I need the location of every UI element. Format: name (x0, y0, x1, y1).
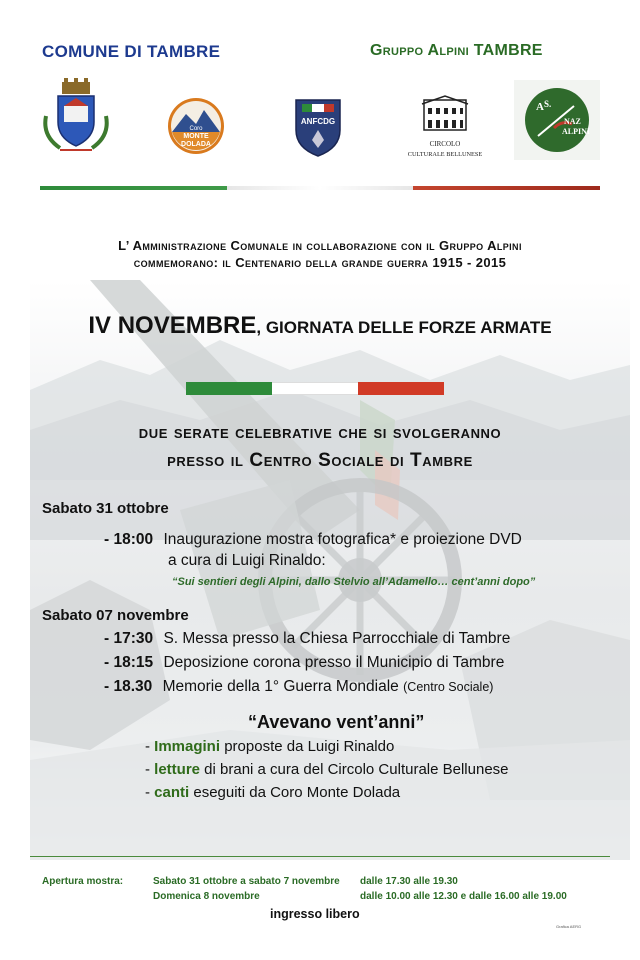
day1-text: Inaugurazione mostra fotografica* e proiezione DVD (163, 531, 522, 548)
associazione-nazionale-alpini-logo (514, 80, 600, 160)
day1-text-2: a cura di Luigi Rinaldo: (168, 552, 326, 569)
svg-text:CULTURALE BELLUNESE: CULTURALE BELLUNESE (407, 151, 483, 158)
tambre-coat-of-arms-logo (40, 76, 112, 156)
alpini-group-title: Gruppo Alpini TAMBRE (370, 42, 543, 59)
day1-event (104, 531, 522, 549)
subtitle-line-2: presso il Centro Sociale di Tambre (167, 450, 473, 471)
svg-text:A: A (536, 101, 544, 113)
exhibition-days-1: Sabato 31 ottobre a sabato 7 novembre (153, 876, 340, 887)
avevano-bullet: - letture di brani a cura del Circolo Culturale Bellunese (145, 761, 509, 778)
avevano-bullet: - Immagini proposte da Luigi Rinaldo (145, 738, 395, 755)
day2-event (104, 630, 510, 648)
free-entry-label: ingresso libero (270, 907, 360, 921)
avevano-heading: “Avevano vent’anni” (248, 712, 425, 732)
svg-text:ANFCDG: ANFCDG (300, 117, 336, 126)
italian-flag-bar (186, 382, 444, 395)
day2-event (104, 654, 504, 672)
svg-text:DOLADA: DOLADA (181, 141, 211, 148)
intro-line-1: L’ Amministrazione Comunale in collaborazione con il Gruppo Alpini (118, 238, 522, 253)
graphics-credit: Grafica AERG (556, 924, 582, 929)
bullet-keyword: Immagini (154, 738, 221, 755)
exhibition-opening-label: Apertura mostra: (42, 876, 124, 887)
svg-text:Coro: Coro (189, 126, 203, 132)
day1-label: Sabato 31 ottobre (42, 500, 169, 517)
event-time: - 18:15 (104, 654, 154, 671)
exhibition-days-2: Domenica 8 novembre (153, 891, 260, 902)
day2-label: Sabato 07 novembre (42, 607, 189, 624)
municipality-title: COMUNE DI TAMBRE (42, 42, 221, 61)
tricolor-separator (40, 186, 600, 190)
day1-time: - 18:00 (104, 531, 154, 548)
coro-monte-dolada-logo (166, 96, 226, 156)
title-iv-novembre: IV NOVEMBRE (88, 312, 257, 339)
exhibition-hours-1: dalle 17.30 alle 19.30 (360, 876, 458, 887)
svg-text:S.: S. (544, 99, 552, 109)
svg-text:MONTE: MONTE (183, 133, 209, 140)
bullet-keyword: canti (154, 784, 190, 801)
footer-divider (30, 856, 610, 857)
svg-text:ALPINI: ALPINI (562, 127, 591, 136)
exhibition-hours-2: dalle 10.00 alle 12.30 e dalle 16.00 alle 19.00 (360, 891, 567, 902)
svg-text:CIRCOLO: CIRCOLO (429, 140, 461, 148)
anfcdg-shield-logo (292, 96, 344, 158)
circolo-culturale-bellunese-logo (407, 96, 483, 162)
main-title (40, 312, 600, 340)
event-time: - 18.30 (104, 678, 153, 695)
dvd-title-quote: “Sui sentieri degli Alpini, dallo Stelvio all’Adamello… cent’anni dopo” (172, 576, 536, 588)
bullet-keyword: letture (154, 761, 201, 778)
day2-event (104, 678, 493, 696)
avevano-bullet: - canti eseguiti da Coro Monte Dolada (145, 784, 401, 801)
svg-text:NAZ: NAZ (564, 117, 581, 126)
title-rest: , GIORNATA DELLE FORZE ARMATE (256, 318, 552, 337)
event-time: - 17:30 (104, 630, 154, 647)
event-note: (Centro Sociale) (403, 680, 494, 694)
event-text: Memorie della 1° Guerra Mondiale (162, 678, 399, 695)
subtitle-line-1: due serate celebrative che si svolgeranno (138, 422, 502, 443)
intro-line-2: commemorano: il Centenario della grande guerra 1915 - 2015 (133, 255, 507, 270)
event-text: Deposizione corona presso il Municipio di Tambre (163, 654, 505, 671)
event-text: S. Messa presso la Chiesa Parrocchiale di Tambre (163, 630, 511, 647)
